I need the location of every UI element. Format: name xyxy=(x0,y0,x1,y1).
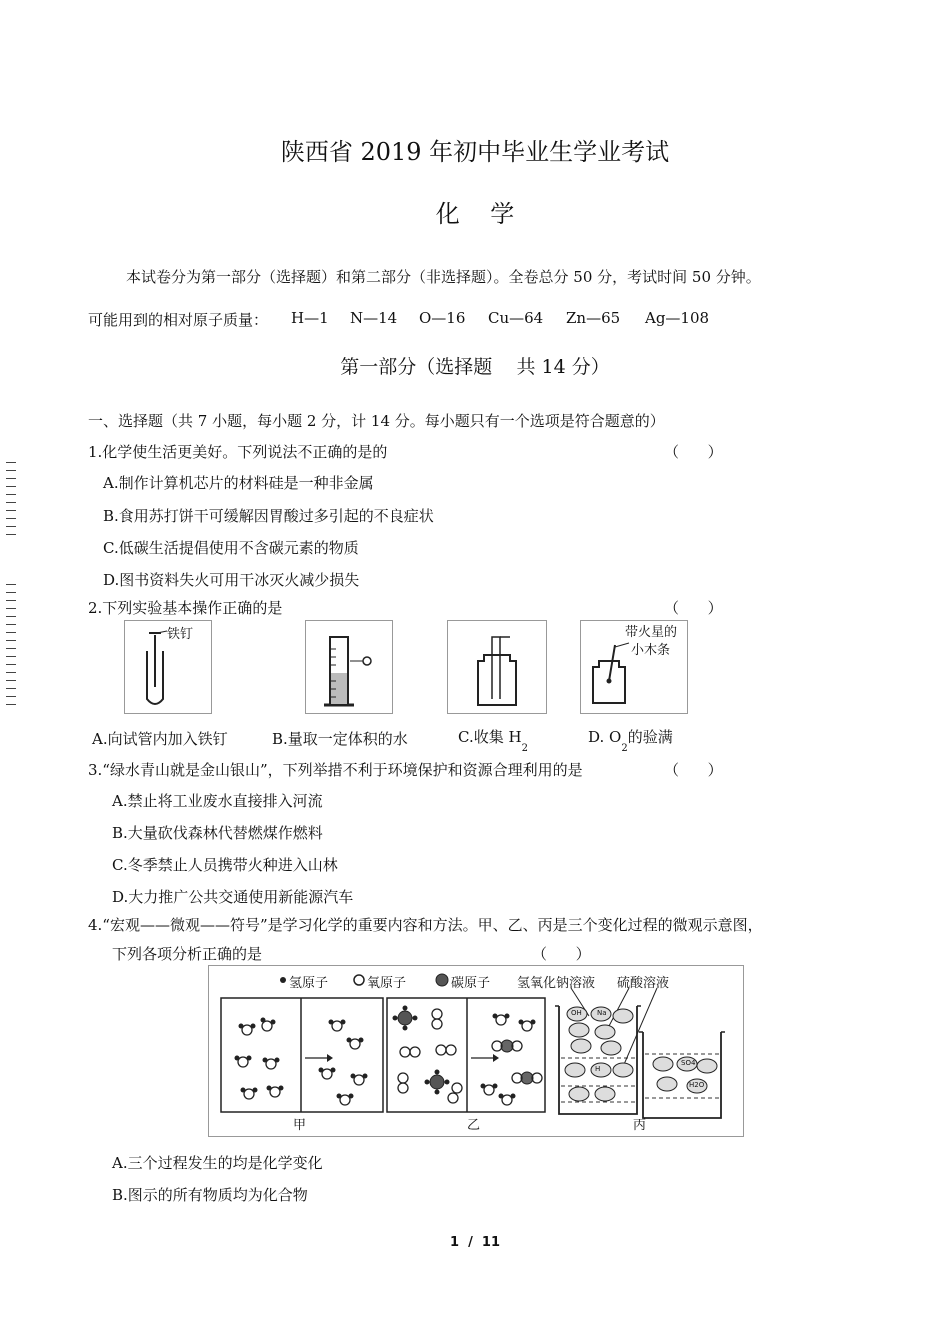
q1-stem: 1.化学使生活更美好。下列说法不正确的是的 xyxy=(88,443,388,461)
legend-hydrogen-symbol xyxy=(280,977,286,983)
q1-option-b: B.食用苏打饼干可缓解因胃酸过多引起的不良症状 xyxy=(103,507,434,525)
figure-b-cylinder xyxy=(305,620,393,714)
ion-label-h2o: H2O xyxy=(689,1081,705,1089)
q3-option-a: A.禁止将工业废水直接排入河流 xyxy=(112,792,323,810)
atomic-mass-h: H—1 xyxy=(291,309,329,327)
subject-title: 化 学 xyxy=(435,200,515,228)
q2-caption-d-subscript: 2 xyxy=(621,743,628,754)
legend-oxygen-symbol xyxy=(354,975,364,985)
exam-title: 陕西省 2019 年初中毕业生学业考试 xyxy=(280,138,670,166)
figure-d-gas-jar xyxy=(580,620,688,714)
q2-caption-d xyxy=(588,726,673,754)
legend-oxygen: 氧原子 xyxy=(367,976,407,991)
panel-label-jia: 甲 xyxy=(293,1118,307,1133)
q3-answer-paren: （ ） xyxy=(664,761,723,779)
q2-caption-c-text: C.收集 H xyxy=(458,728,522,746)
panel-label-yi: 乙 xyxy=(467,1118,481,1133)
fig-d-label-line1: 带火星的 xyxy=(625,625,678,640)
atomic-mass-zn: Zn—65 xyxy=(566,309,621,327)
q3-option-c: C.冬季禁止人员携带火种进入山林 xyxy=(112,856,338,874)
q2-caption-c xyxy=(458,726,528,754)
q1-answer-paren: （ ） xyxy=(664,443,723,461)
q4-option-a: A.三个过程发生的均是化学变化 xyxy=(112,1154,323,1172)
q4-stem-line2: 下列各项分析正确的是 xyxy=(112,945,263,963)
beaker-right xyxy=(643,1032,721,1118)
atomic-mass-cu: Cu—64 xyxy=(488,309,544,327)
legend-carbon: 碳原子 xyxy=(451,976,491,991)
ion-label-oh: OH xyxy=(571,1009,582,1017)
panel-jia-box xyxy=(221,998,383,1112)
q2-stem: 2.下列实验基本操作正确的是 xyxy=(88,599,283,617)
legend-hydrogen: 氢原子 xyxy=(289,976,329,991)
atomic-mass-ag: Ag—108 xyxy=(645,309,710,327)
q2-caption-d-text: D. O xyxy=(588,728,622,746)
ion-label-so4: SO4 xyxy=(681,1059,696,1067)
q1-option-a: A.制作计算机芯片的材料硅是一种非金属 xyxy=(103,474,374,492)
binding-margin-marks xyxy=(6,462,16,542)
figure-c-gas-jar xyxy=(447,620,547,714)
ion-label-h: H xyxy=(595,1065,601,1073)
q2-caption-d-tail: 的验满 xyxy=(627,728,673,746)
figure-a-test-tube xyxy=(124,620,212,714)
legend-naoh: 氢氧化钠溶液 xyxy=(517,976,596,991)
q4-answer-paren: （ ） xyxy=(532,945,591,963)
q1-option-c: C.低碳生活提倡使用不含碳元素的物质 xyxy=(103,539,359,557)
binding-margin-marks-lower xyxy=(6,584,16,712)
q2-caption-c-subscript: 2 xyxy=(521,743,528,754)
q3-option-d: D.大力推广公共交通使用新能源汽车 xyxy=(112,888,354,906)
q3-option-b: B.大量砍伐森林代替燃煤作燃料 xyxy=(112,824,323,842)
atomic-mass-o: O—16 xyxy=(419,309,466,327)
panel-label-bing: 丙 xyxy=(633,1118,647,1133)
q4-diagram-svg xyxy=(209,966,743,1136)
graduated-cylinder-icon xyxy=(306,621,392,713)
q2-answer-paren: （ ） xyxy=(664,599,723,617)
legend-carbon-symbol xyxy=(436,974,448,986)
q4-stem-line1: 4.“宏观——微观——符号”是学习化学的重要内容和方法。甲、乙、丙是三个变化过程的微观示意图， xyxy=(88,916,763,934)
gas-jar-icon xyxy=(448,621,546,713)
q2-caption-b: B.量取一定体积的水 xyxy=(272,730,408,748)
legend-h2so4: 硫酸溶液 xyxy=(617,976,670,991)
ion-label-na: Na xyxy=(597,1009,607,1017)
fig-a-label: 铁钉 xyxy=(167,627,194,642)
part1-instructions: 一、选择题（共 7 小题，每小题 2 分，计 14 分。每小题只有一个选项是符合题意的） xyxy=(88,412,665,430)
fig-d-label-line2: 小木条 xyxy=(631,643,671,658)
atomic-mass-label: 可能用到的相对原子质量： xyxy=(88,311,269,329)
part1-heading: 第一部分（选择题 共 14 分） xyxy=(340,356,610,378)
q4-option-b: B.图示的所有物质均为化合物 xyxy=(112,1186,308,1204)
q1-option-d: D.图书资料失火可用干冰灭火减少损失 xyxy=(103,571,360,589)
q4-micro-diagram xyxy=(208,965,744,1137)
q2-caption-a: A.向试管内加入铁钉 xyxy=(92,730,228,748)
atomic-mass-n: N—14 xyxy=(350,309,398,327)
q3-stem: 3.“绿水青山就是金山银山”，下列举措不利于环境保护和资源合理利用的是 xyxy=(88,761,583,779)
intro-line: 本试卷分为第一部分（选择题）和第二部分（非选择题）。全卷总分 50 分，考试时间 50 分钟。 xyxy=(126,268,761,286)
page-number: 1 / 11 xyxy=(450,1235,500,1250)
